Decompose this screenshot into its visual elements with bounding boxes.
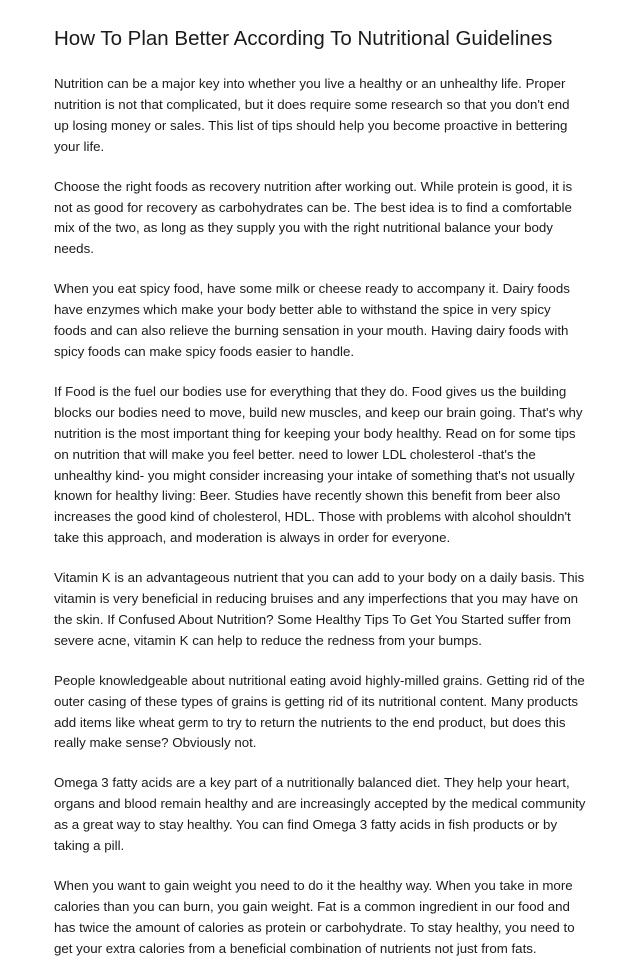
paragraph-4: If Food is the fuel our bodies use for everything that they do. Food gives us the building blocks our bodies need to move, build new muscles, and keep our brain going. That's why nutrition is the most important thing for keeping your body healthy. Read on for some tips on nutrition that will make you feel better. need to lower LDL cholesterol -that's the unhealthy kind- you might consider increasing your intake of something that's not usually known for healthy living: Beer. Studies have recently shown this benefit from beer also increases the good kind of cholesterol, HDL. Those with problems with alcohol shouldn't take this approach, and moderation is always in order for everyone. xyxy=(54,383,583,546)
paragraph-7: Omega 3 fatty acids are a key part of a nutritionally balanced diet. They help your heart, organs and blood remain healthy and are increasingly accepted by the medical community as a great way to stay healthy. You can find Omega 3 fatty acids in fish products or by taking a pill. xyxy=(54,775,586,854)
document-page xyxy=(54,24,586,979)
paragraph-2: Choose the right foods as recovery nutrition after working out. While protein is good, it is not as good for recovery as carbohydrates can be. The best idea is to find a comfortable mix of the two, as long as they supply you with the right nutritional balance your body needs. xyxy=(54,178,573,257)
paragraph-3: When you eat spicy food, have some milk or cheese ready to accompany it. Dairy foods have enzymes which make your body better able to withstand the spice in very spicy foods and can also relieve the burning sensation in your mouth. Having dairy foods with spicy foods can make spicy foods easier to handle. xyxy=(54,281,570,359)
paragraph-6: People knowledgeable about nutritional eating avoid highly-milled grains. Getting rid of the outer casing of these types of grains is getting rid of its nutritional content. Many products add items like wheat germ to try to return the nutrients to the end product, but does this really make sense? Obviously not. xyxy=(54,672,585,751)
paragraph-8: When you want to gain weight you need to do it the healthy way. When you take in more calories than you can burn, you gain weight. Fat is a common ingredient in our food and has twice the amount of calories as protein or carbohydrate. To stay healthy, you need to get your extra calories from a beneficial combination of nutrients not just from fats. xyxy=(54,878,575,956)
paragraph-5: Vitamin K is an advantageous nutrient that you can add to your body on a daily basis. This vitamin is very beneficial in reducing bruises and any imperfections that you may have on the skin. If Confused About Nutrition? Some Healthy Tips To Get You Started suffer from severe acne, vitamin K can help to reduce the redness from your bumps. xyxy=(54,570,585,648)
paragraph-1: Nutrition can be a major key into whether you live a healthy or an unhealthy life. Proper nutrition is not that complicated, but it does require some research so that you don't end up losing money or sales. This list of tips should help you become proactive in bettering your life. xyxy=(54,76,570,154)
document-title: How To Plan Better According To Nutritional Guidelines xyxy=(54,27,553,50)
